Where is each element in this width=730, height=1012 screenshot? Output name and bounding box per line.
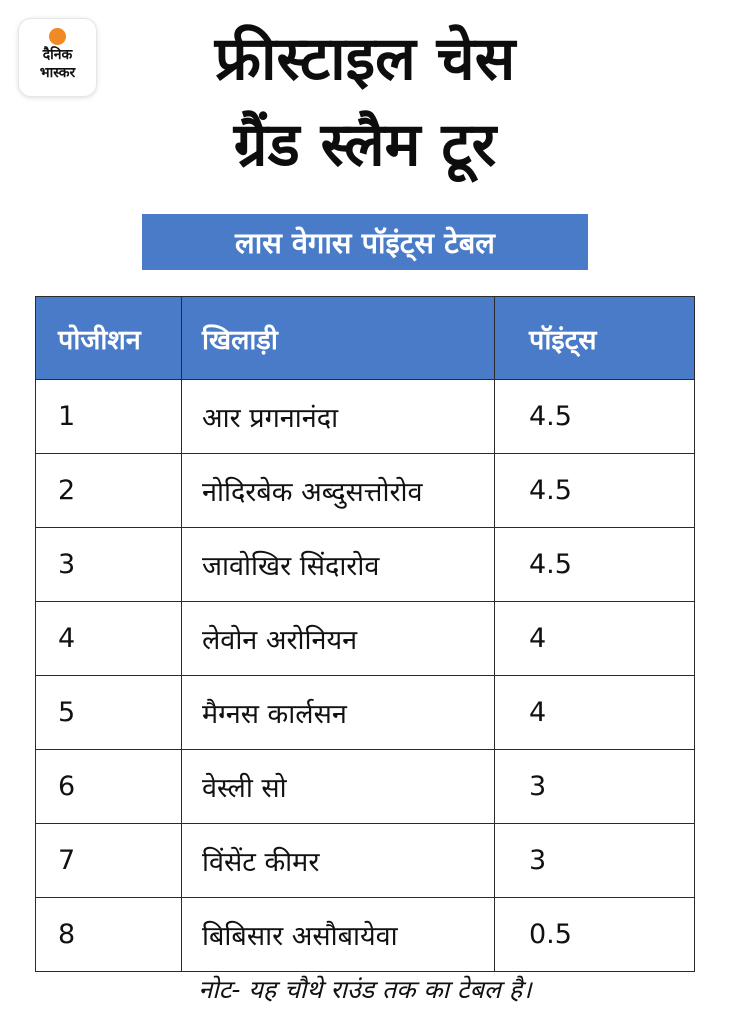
header-player: खिलाड़ी (182, 297, 495, 380)
subtitle-text: लास वेगास पॉइंट्स टेबल (235, 225, 495, 260)
cell-position: 6 (36, 750, 182, 824)
cell-player: मैग्नस कार्लसन (182, 676, 495, 750)
header-position: पोजीशन (36, 297, 182, 380)
cell-position: 8 (36, 898, 182, 972)
cell-player: विंसेंट कीमर (182, 824, 495, 898)
cell-player: नोदिरबेक अब्दुसत्तोरोव (182, 454, 495, 528)
header-points: पॉइंट्स (495, 297, 695, 380)
logo-text-line2: भास्कर (39, 65, 76, 81)
table-row (36, 602, 695, 676)
cell-points: 4 (495, 602, 695, 676)
dainik-bhaskar-logo (19, 19, 96, 96)
cell-points: 4.5 (495, 454, 695, 528)
table-row (36, 676, 695, 750)
footnote: नोट- यह चौथे राउंड तक का टेबल है। (198, 975, 532, 1004)
page-title-line1: फ्रीस्टाइल चेस (214, 24, 516, 94)
cell-points: 4 (495, 676, 695, 750)
cell-points: 3 (495, 750, 695, 824)
points-table (35, 296, 695, 972)
table-row (36, 750, 695, 824)
cell-position: 1 (36, 380, 182, 454)
table-row (36, 454, 695, 528)
subtitle-banner (142, 214, 588, 270)
table-row (36, 380, 695, 454)
table-header-row (36, 297, 695, 380)
cell-player: जावोखिर सिंदारोव (182, 528, 495, 602)
cell-points: 3 (495, 824, 695, 898)
cell-player: आर प्रगनानंदा (182, 380, 495, 454)
cell-player: वेस्ली सो (182, 750, 495, 824)
cell-points: 4.5 (495, 528, 695, 602)
cell-position: 2 (36, 454, 182, 528)
table-row (36, 824, 695, 898)
logo-text-line1: दैनिक (42, 47, 73, 63)
cell-position: 3 (36, 528, 182, 602)
cell-points: 4.5 (495, 380, 695, 454)
cell-position: 7 (36, 824, 182, 898)
cell-player: लेवोन अरोनियन (182, 602, 495, 676)
table-row (36, 528, 695, 602)
page-title-line2: ग्रैंड स्लैम टूर (233, 110, 497, 180)
sun-icon (49, 28, 66, 45)
cell-position: 4 (36, 602, 182, 676)
cell-player: बिबिसार असौबायेवा (182, 898, 495, 972)
table-row (36, 898, 695, 972)
cell-points: 0.5 (495, 898, 695, 972)
cell-position: 5 (36, 676, 182, 750)
